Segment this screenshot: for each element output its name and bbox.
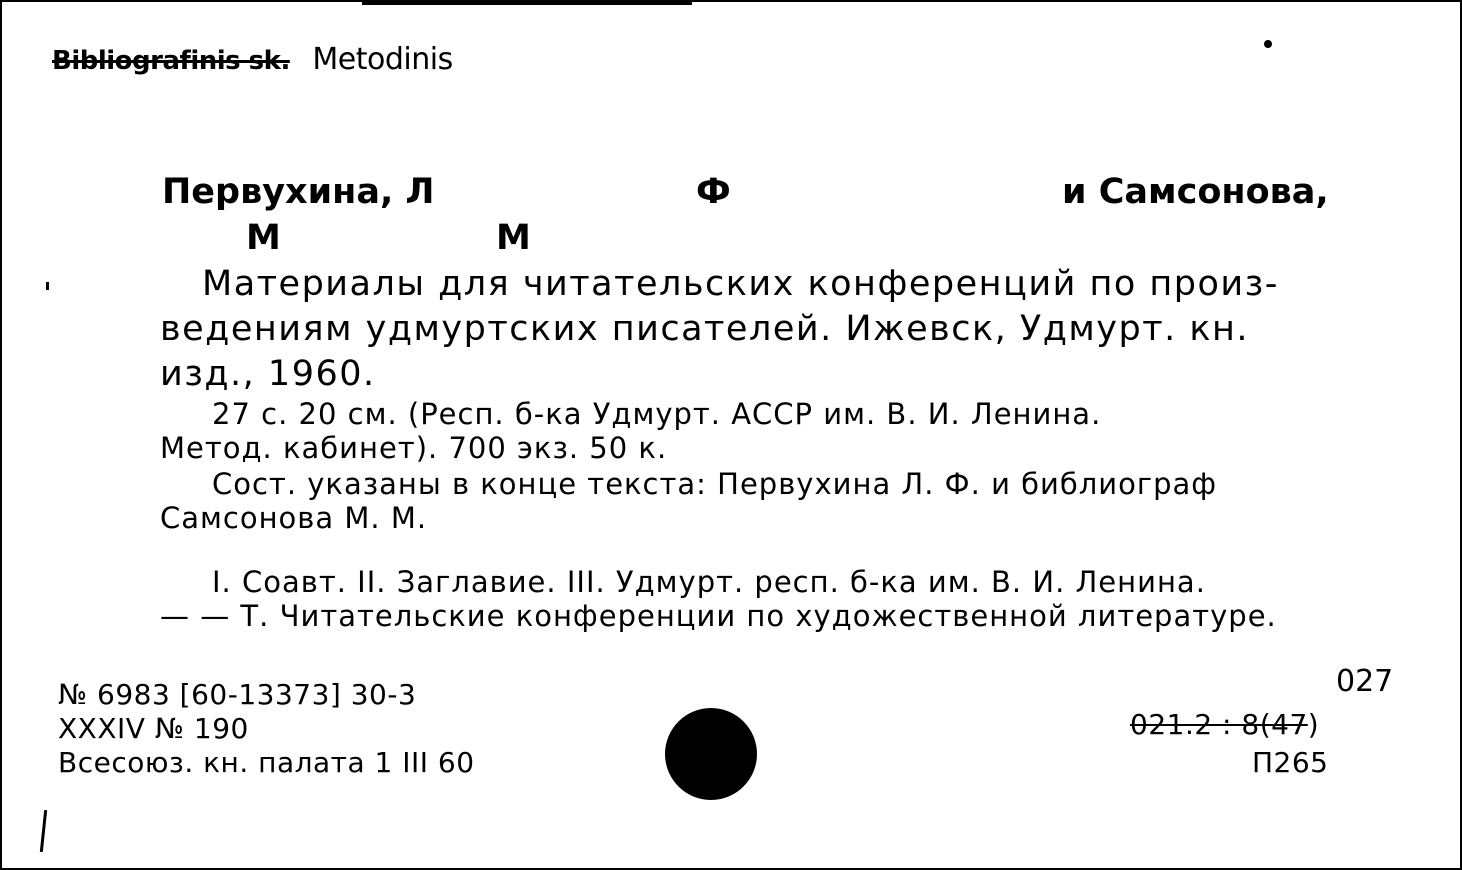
author-initial-f: Ф [696,172,731,212]
classification-code [1130,708,1319,741]
collation-line: 27 с. 20 см. (Респ. б-ка Удмурт. АССР им. В. И. Ленина. [212,397,1102,431]
author-initial-m: М [246,218,281,258]
handwritten-mark: 027 [1336,664,1394,699]
corner-dot [1264,40,1272,48]
classification-paren: ) [1307,708,1320,741]
title-line: изд., 1960. [160,354,376,394]
title-line: Материалы для читательских конференций по произ- [202,264,1279,304]
footer-number-line: XXXIV № 190 [58,712,249,745]
top-edge-mark [362,1,692,5]
stamp-struck-text: Bibliografinis sk. [52,46,290,76]
author-name: Первухина, Л [162,172,435,212]
classification-struck: 021.2 : 8(47 [1130,708,1308,741]
tracing-line: — — Т. Читательские конференции по художественной литературе. [160,599,1277,633]
author-mark-code: П265 [1252,746,1329,779]
coauthor-name: и Самсонова, [1062,172,1329,212]
title-line: ведениям удмуртских писателей. Ижевск, Удмурт. кн. [160,309,1250,349]
note-line: Сост. указаны в конце текста: Первухина Л. Ф. и библиограф [212,467,1218,501]
footer-number-line: № 6983 [60-13373] 30-3 [58,678,417,711]
coauthor-initial-m: М [496,218,531,258]
punch-hole [665,708,757,800]
note-line: Самсонова М. М. [160,501,428,535]
pen-tick-mark [40,810,47,852]
stamp-method-text: Metodinis [312,42,453,77]
collation-line: Метод. кабинет). 700 экз. 50 к. [160,431,668,465]
footer-chamber-line: Всесоюз. кн. палата 1 III 60 [58,746,475,779]
margin-mark [46,282,49,290]
tracing-line: I. Соавт. II. Заглавие. III. Удмурт. респ. б-ка им. В. И. Ленина. [212,565,1206,599]
library-stamp [52,42,453,77]
